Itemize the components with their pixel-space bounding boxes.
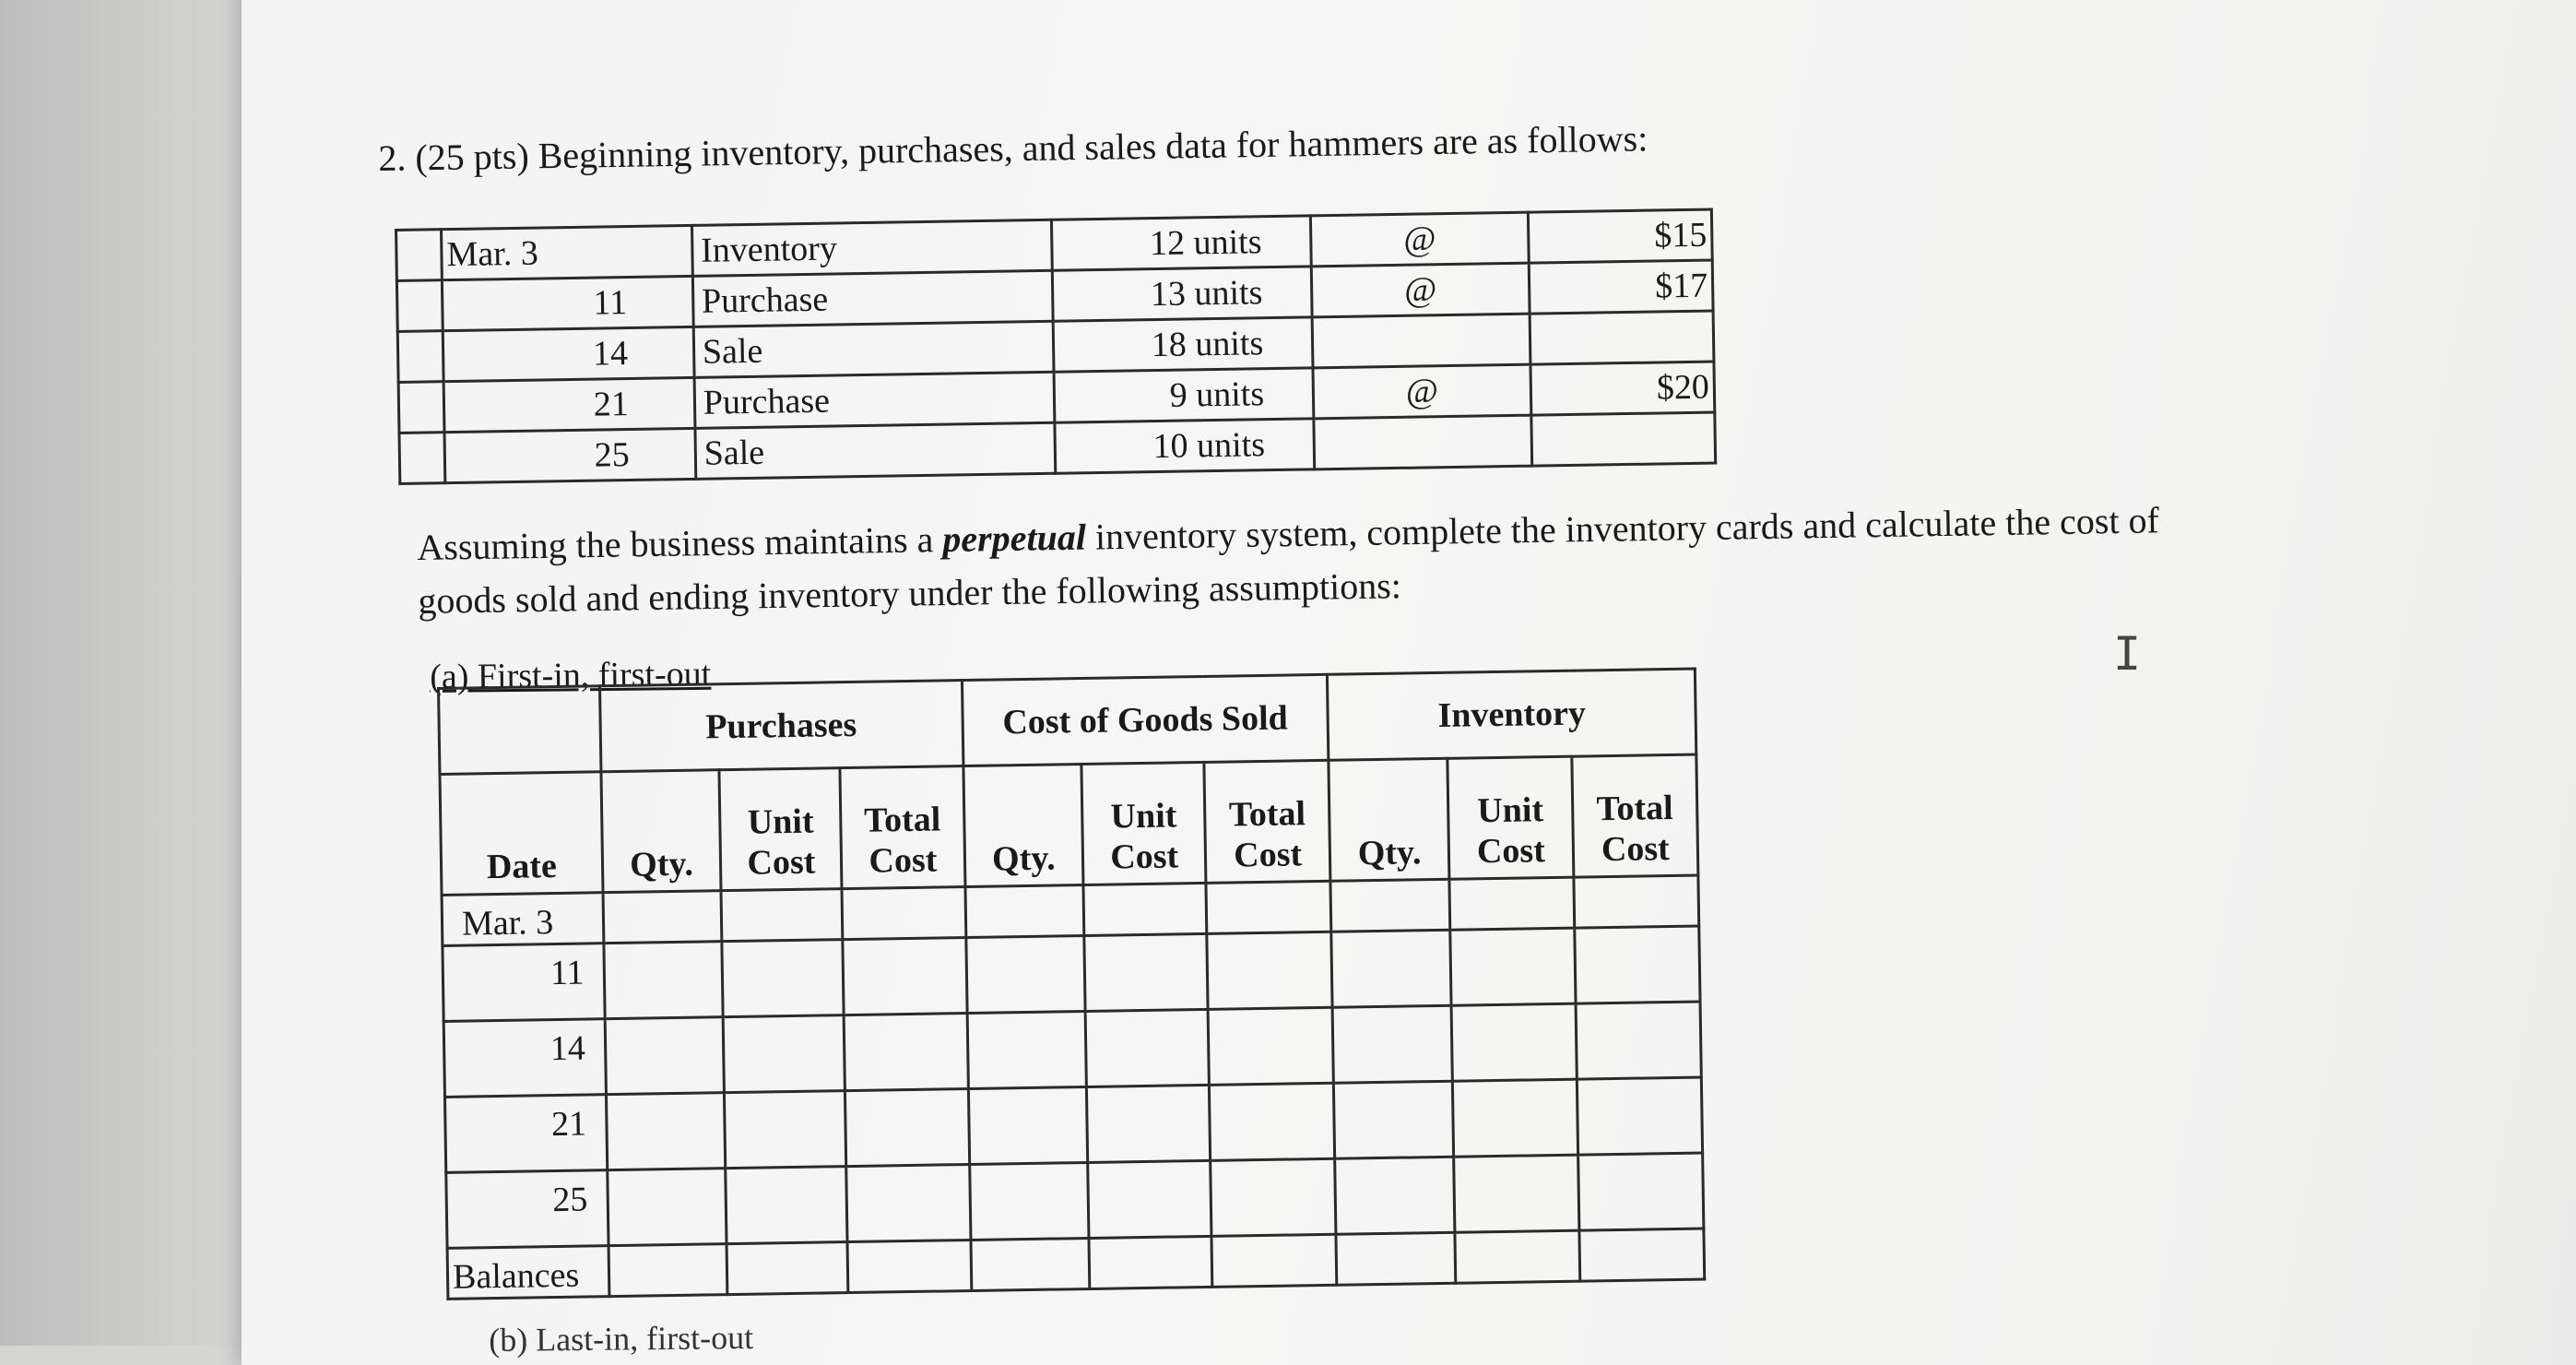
quantity-cell: 18 units xyxy=(1054,317,1314,372)
purchases-unit-cost-cell[interactable] xyxy=(725,1091,846,1169)
purchases-total-cost-cell[interactable] xyxy=(843,938,966,1015)
purchases-total-cost-cell[interactable] xyxy=(842,887,965,940)
cogs-total-cost-cell[interactable] xyxy=(1211,1234,1337,1287)
purchases-unit-cost-cell[interactable] xyxy=(727,1242,848,1295)
purchases-total-cost-cell[interactable] xyxy=(846,1164,970,1241)
cost-label: Cost xyxy=(1233,835,1303,875)
inventory-qty-cell[interactable] xyxy=(1336,1232,1456,1285)
quantity-cell: 10 units xyxy=(1055,419,1315,473)
section-b-label: (b) Last-in, first-out xyxy=(489,1318,754,1359)
cogs-unit-cost-cell[interactable] xyxy=(1085,1009,1209,1086)
inventory-unit-cost-header xyxy=(1448,756,1574,879)
purchases-qty-cell[interactable] xyxy=(609,1244,728,1297)
cogs-qty-cell[interactable] xyxy=(964,885,1084,938)
date-cell: 14 xyxy=(443,326,693,381)
quantity-cell: 13 units xyxy=(1053,267,1313,321)
total-label: Total xyxy=(1596,788,1673,829)
inventory-unit-cost-cell[interactable] xyxy=(1451,1003,1577,1081)
purchases-header: Purchases xyxy=(599,681,963,772)
cogs-total-cost-cell[interactable] xyxy=(1210,1083,1335,1160)
row-balances: Balances xyxy=(447,1246,609,1300)
inventory-qty-cell[interactable] xyxy=(1332,1005,1452,1083)
price-cell: $15 xyxy=(1528,209,1712,263)
inventory-total-cost-header xyxy=(1572,754,1698,877)
column-header-row xyxy=(440,754,1698,895)
cogs-unit-cost-cell[interactable] xyxy=(1084,933,1208,1011)
inventory-unit-cost-cell[interactable] xyxy=(1455,1230,1580,1283)
inventory-qty-header: Qty. xyxy=(1329,758,1449,881)
inventory-qty-cell[interactable] xyxy=(1334,1081,1454,1158)
total-label: Total xyxy=(863,800,941,840)
purchases-qty-header: Qty. xyxy=(601,770,722,893)
cost-label: Cost xyxy=(1109,837,1179,877)
cogs-unit-cost-cell[interactable] xyxy=(1089,1236,1212,1288)
date-cell: 21 xyxy=(443,377,694,432)
at-sign-cell: @ xyxy=(1311,263,1530,317)
activity-cell: Purchase xyxy=(694,372,1055,428)
price-cell xyxy=(1530,311,1714,364)
date-cell: Mar. 3 xyxy=(442,225,692,279)
price-cell: $20 xyxy=(1530,362,1715,415)
cogs-total-cost-cell[interactable] xyxy=(1206,881,1331,933)
inventory-total-cost-cell[interactable] xyxy=(1576,1002,1701,1079)
purchases-total-cost-cell[interactable] xyxy=(847,1240,971,1292)
cogs-qty-cell[interactable] xyxy=(969,1162,1089,1240)
background-edge xyxy=(0,0,258,1346)
inventory-total-cost-cell[interactable] xyxy=(1579,1228,1705,1281)
price-cell: $17 xyxy=(1529,260,1713,314)
inventory-unit-cost-cell[interactable] xyxy=(1454,1155,1579,1232)
date-cell: 25 xyxy=(444,428,695,482)
inventory-qty-cell[interactable] xyxy=(1335,1157,1455,1234)
activity-cell: Sale xyxy=(695,422,1056,479)
blank-cell xyxy=(397,331,443,383)
blank-header-cell xyxy=(439,686,601,775)
cogs-total-cost-header xyxy=(1204,760,1330,883)
quantity-cell: 12 units xyxy=(1052,216,1312,270)
inventory-total-cost-cell[interactable] xyxy=(1577,1077,1702,1155)
price-cell xyxy=(1531,412,1716,466)
purchases-total-cost-cell[interactable] xyxy=(845,1089,969,1167)
date-column-header: Date xyxy=(440,772,603,896)
inventory-unit-cost-cell[interactable] xyxy=(1449,877,1575,930)
blank-cell xyxy=(399,433,445,484)
purchases-total-cost-cell[interactable] xyxy=(844,1014,967,1091)
purchases-qty-cell[interactable] xyxy=(603,891,723,944)
at-sign-cell xyxy=(1314,415,1532,469)
date-cell: 11 xyxy=(443,276,693,330)
purchases-qty-cell[interactable] xyxy=(607,1169,727,1246)
cogs-qty-cell[interactable] xyxy=(968,1086,1088,1164)
at-sign-cell xyxy=(1312,314,1530,368)
row-date-mar3: Mar. 3 xyxy=(442,893,603,946)
unit-label: Unit xyxy=(1110,796,1177,837)
inventory-unit-cost-cell[interactable] xyxy=(1450,928,1576,1005)
cogs-total-cost-cell[interactable] xyxy=(1208,1007,1333,1085)
inventory-qty-cell[interactable] xyxy=(1330,879,1450,932)
activity-cell: Sale xyxy=(693,321,1054,377)
total-label: Total xyxy=(1228,794,1306,835)
purchases-unit-cost-cell[interactable] xyxy=(726,1167,847,1244)
inventory-data-table xyxy=(395,208,1717,485)
unit-label: Unit xyxy=(747,801,814,842)
question-heading: 2. (25 pts) Beginning inventory, purchases, and sales data for hammers are as follows: xyxy=(378,117,1648,179)
unit-label: Unit xyxy=(1476,790,1544,831)
purchases-unit-cost-cell[interactable] xyxy=(724,1015,845,1093)
blank-cell xyxy=(396,230,443,281)
row-date-11: 11 xyxy=(443,944,605,1022)
instructions-text-after: inventory system, complete the inventory cards and calculate the cost of goods sold and ending inventory under the following assumptions: xyxy=(418,499,2160,622)
row-date-25: 25 xyxy=(446,1170,609,1249)
cogs-qty-header: Qty. xyxy=(963,765,1083,887)
text-cursor-icon: I xyxy=(2113,627,2142,681)
cogs-qty-cell[interactable] xyxy=(965,936,1085,1014)
purchases-qty-cell[interactable] xyxy=(603,942,723,1019)
activity-cell: Purchase xyxy=(692,270,1053,326)
inventory-qty-cell[interactable] xyxy=(1331,930,1451,1007)
purchases-qty-cell[interactable] xyxy=(606,1093,726,1170)
cogs-unit-cost-cell[interactable] xyxy=(1083,883,1207,935)
cost-label: Cost xyxy=(747,842,816,883)
inventory-header: Inventory xyxy=(1328,669,1696,760)
inventory-total-cost-cell[interactable] xyxy=(1578,1153,1703,1230)
activity-cell: Inventory xyxy=(691,220,1052,276)
cogs-unit-cost-cell[interactable] xyxy=(1088,1160,1211,1238)
fifo-inventory-card xyxy=(437,668,1706,1300)
cogs-unit-cost-cell[interactable] xyxy=(1087,1085,1211,1162)
purchases-unit-cost-cell[interactable] xyxy=(722,940,844,1017)
purchases-unit-cost-cell[interactable] xyxy=(721,889,843,942)
section-a-label-text: (a) First-in, first-out xyxy=(430,654,712,696)
instructions-emphasis: perpetual xyxy=(941,516,1087,561)
inventory-total-cost-cell[interactable] xyxy=(1575,926,1700,1003)
at-sign-cell: @ xyxy=(1313,364,1531,419)
cost-label: Cost xyxy=(869,840,938,881)
purchases-total-cost-header xyxy=(840,766,964,889)
cogs-qty-cell[interactable] xyxy=(967,1011,1087,1088)
blank-cell xyxy=(396,280,443,332)
cost-label: Cost xyxy=(1601,829,1671,870)
cogs-total-cost-cell[interactable] xyxy=(1211,1158,1336,1236)
purchases-qty-cell[interactable] xyxy=(605,1017,725,1095)
cogs-qty-cell[interactable] xyxy=(970,1238,1090,1290)
purchases-unit-cost-header xyxy=(719,768,842,891)
blank-cell xyxy=(398,382,444,433)
quantity-cell: 9 units xyxy=(1054,368,1314,422)
inventory-unit-cost-cell[interactable] xyxy=(1452,1079,1578,1157)
row-date-21: 21 xyxy=(444,1095,607,1173)
instructions-text-before: Assuming the business maintains a xyxy=(417,518,943,568)
cogs-unit-cost-header xyxy=(1081,762,1206,884)
at-sign-cell: @ xyxy=(1311,212,1530,267)
cogs-total-cost-cell[interactable] xyxy=(1207,932,1332,1009)
cost-label: Cost xyxy=(1476,831,1546,872)
inventory-total-cost-cell[interactable] xyxy=(1574,875,1699,928)
cogs-header: Cost of Goods Sold xyxy=(962,674,1329,766)
row-date-14: 14 xyxy=(443,1019,606,1098)
